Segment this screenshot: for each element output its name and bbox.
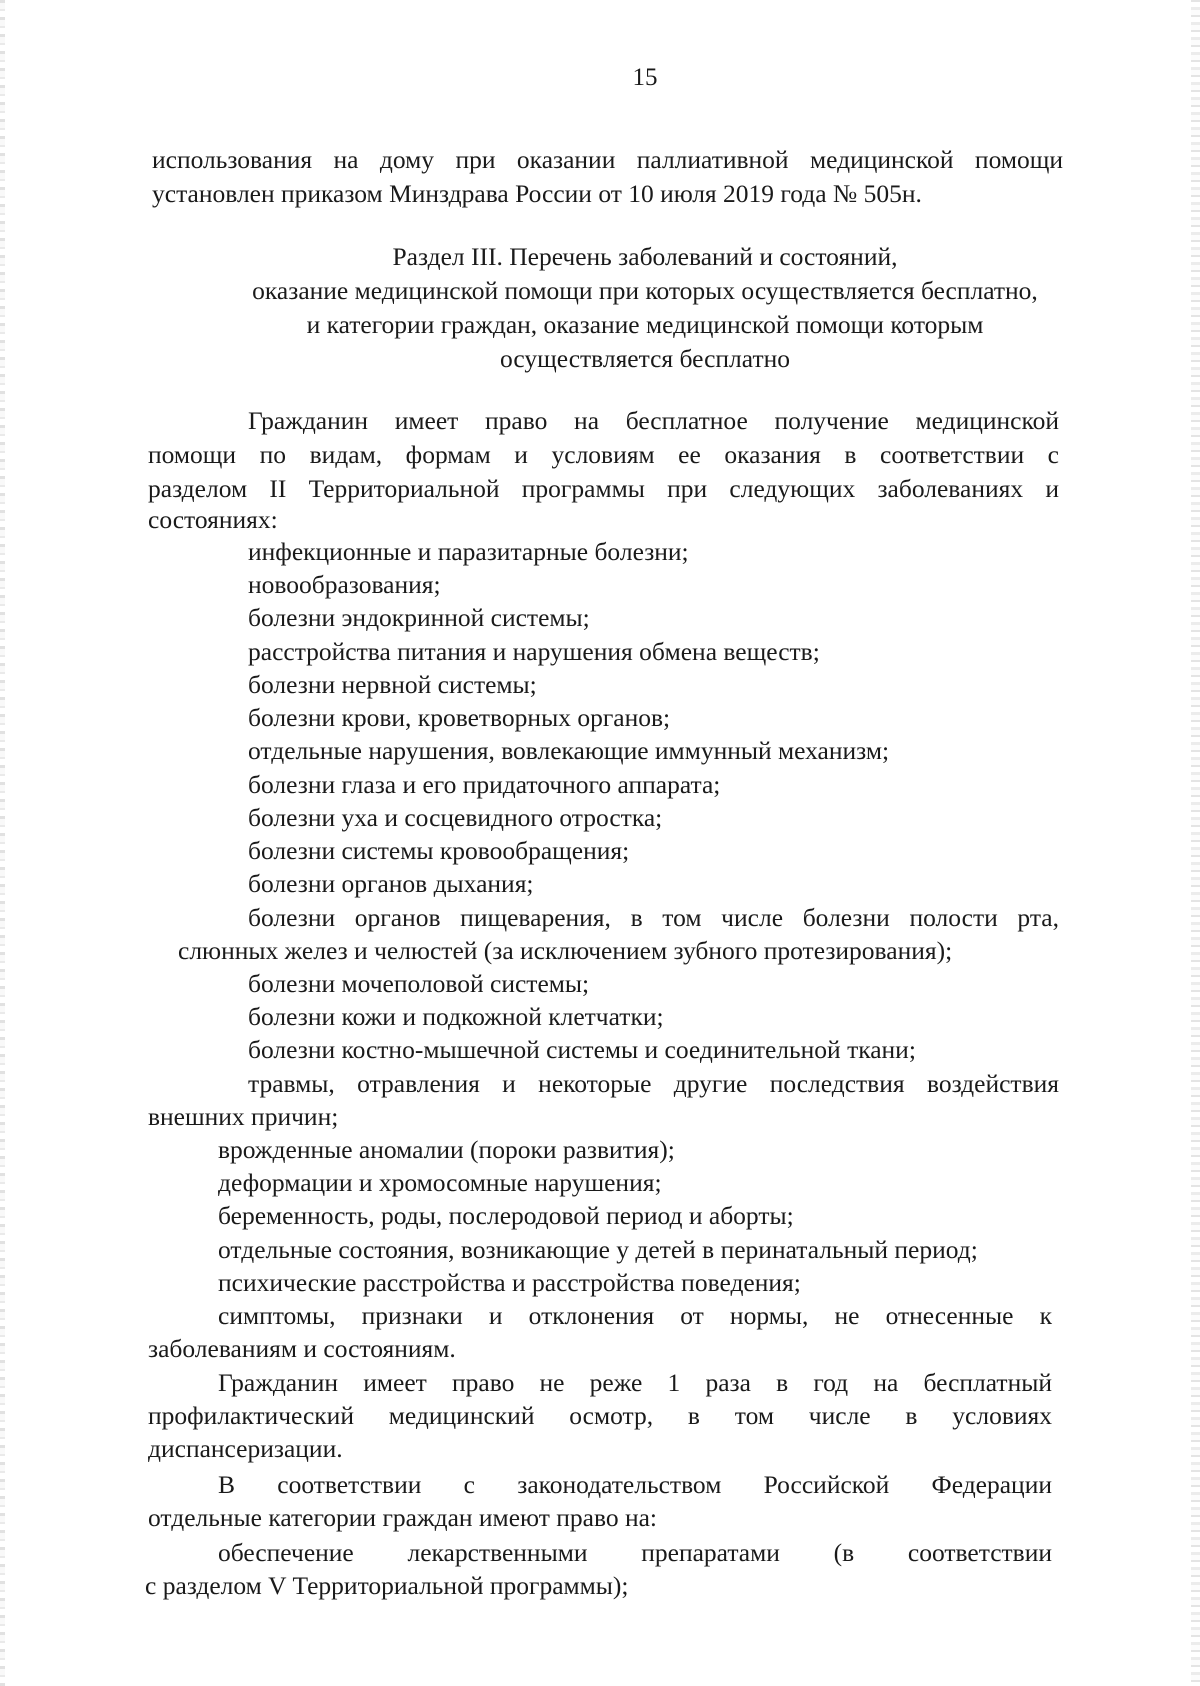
- condition-item: болезни эндокринной системы;: [248, 603, 590, 632]
- paragraph-line: обеспечение лекарственными препаратами (в соответствии: [218, 1538, 1052, 1567]
- condition-item: болезни кожи и подкожной клетчатки;: [248, 1002, 664, 1031]
- condition-item: симптомы, признаки и отклонения от нормы, не отнесенные к: [218, 1301, 1052, 1330]
- paragraph-line: помощи по видам, формам и условиям ее оказания в соответствии с: [148, 440, 1059, 469]
- condition-item: болезни нервной системы;: [248, 670, 537, 699]
- condition-item: расстройства питания и нарушения обмена веществ;: [248, 637, 820, 666]
- condition-item: психические расстройства и расстройства поведения;: [218, 1268, 801, 1297]
- condition-item: внешних причин;: [148, 1102, 339, 1131]
- section-heading-line: осуществляется бесплатно: [499, 344, 790, 373]
- condition-item: врожденные аномалии (пороки развития);: [218, 1135, 675, 1164]
- condition-item: травмы, отравления и некоторые другие последствия воздействия: [248, 1069, 1059, 1098]
- intro-line: использования на дому при оказании паллиативной медицинской помощи: [152, 145, 1063, 174]
- section-heading-line: и категории граждан, оказание медицинской помощи которым: [306, 310, 984, 339]
- condition-item: болезни органов дыхания;: [248, 869, 534, 898]
- condition-item: болезни мочеполовой системы;: [248, 969, 590, 998]
- paragraph-line: Гражданин имеет право не реже 1 раза в год на бесплатный: [218, 1368, 1052, 1397]
- paragraph-line: профилактический медицинский осмотр, в том числе в условиях: [148, 1401, 1052, 1430]
- condition-item: болезни костно-мышечной системы и соединительной ткани;: [248, 1035, 916, 1064]
- condition-item: отдельные состояния, возникающие у детей в перинатальный период;: [218, 1235, 978, 1264]
- condition-item: инфекционные и паразитарные болезни;: [248, 537, 689, 566]
- intro-line: установлен приказом Минздрава России от 10 июля 2019 года № 505н.: [152, 179, 922, 208]
- page-number: 15: [632, 64, 658, 91]
- paragraph-line: В соответствии с законодательством Российской Федерации: [218, 1470, 1052, 1499]
- condition-item: слюнных желез и челюстей (за исключением зубного протезирования);: [178, 936, 953, 965]
- paragraph-line: отдельные категории граждан имеют право на:: [148, 1503, 658, 1532]
- condition-item: болезни системы кровообращения;: [248, 836, 630, 865]
- condition-item: болезни уха и сосцевидного отростка;: [248, 803, 663, 832]
- paragraph-line: разделом II Территориальной программы при следующих заболеваниях и: [148, 474, 1059, 503]
- condition-item: беременность, роды, послеродовой период и аборты;: [218, 1201, 794, 1230]
- section-heading-line: оказание медицинской помощи при которых осуществляется бесплатно,: [252, 276, 1038, 305]
- condition-item: болезни глаза и его придаточного аппарата;: [248, 770, 721, 799]
- condition-item: болезни крови, кроветворных органов;: [248, 703, 671, 732]
- section-heading-line: Раздел III. Перечень заболеваний и состояний,: [392, 242, 898, 271]
- condition-item: болезни органов пищеварения, в том числе болезни полости рта,: [248, 903, 1059, 932]
- condition-item: деформации и хромосомные нарушения;: [218, 1168, 662, 1197]
- condition-item: отдельные нарушения, вовлекающие иммунный механизм;: [248, 736, 890, 765]
- condition-item: новообразования;: [248, 570, 441, 599]
- condition-item: заболеваниям и состояниям.: [148, 1334, 456, 1363]
- paragraph-line: Гражданин имеет право на бесплатное получение медицинской: [248, 406, 1059, 435]
- paragraph-line: с разделом V Территориальной программы);: [145, 1571, 629, 1600]
- paragraph-line: диспансеризации.: [148, 1434, 343, 1463]
- paragraph-line: состояниях:: [148, 505, 278, 534]
